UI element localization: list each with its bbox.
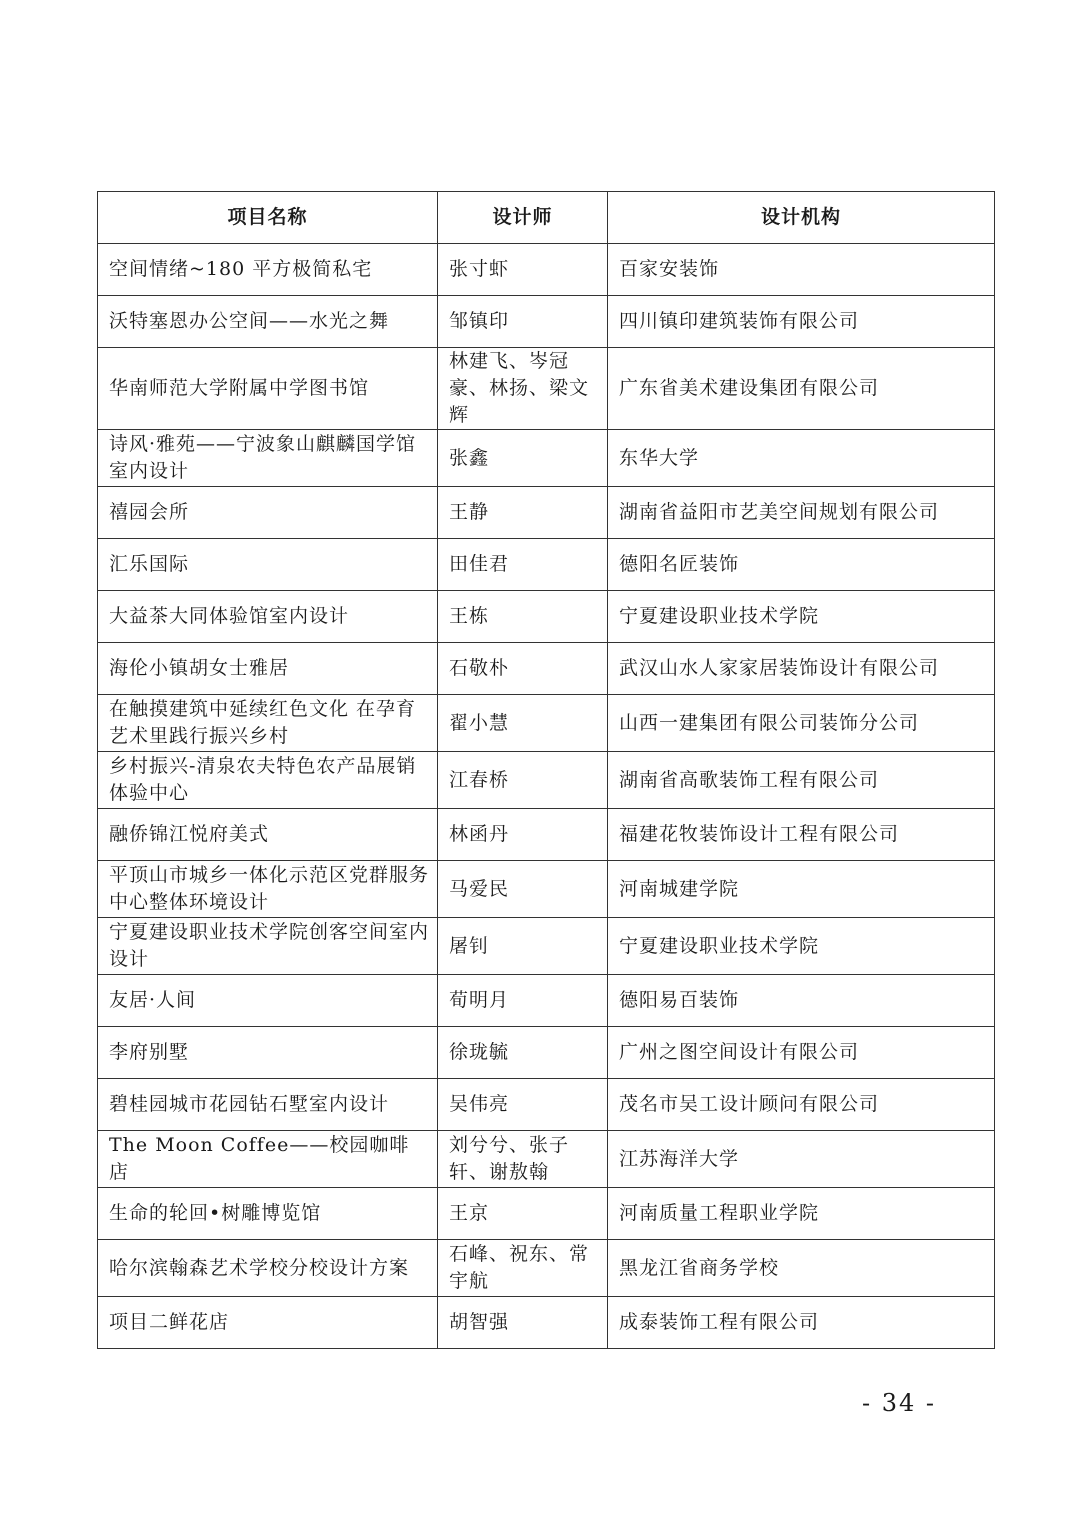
- designer-cell: 翟小慧: [438, 695, 608, 752]
- project-name-cell: 大益茶大同体验馆室内设计: [98, 591, 438, 643]
- project-name-cell: 碧桂园城市花园钻石墅室内设计: [98, 1079, 438, 1131]
- designer-cell: 张鑫: [438, 430, 608, 487]
- project-name-cell: 诗风·雅苑——宁波象山麒麟国学馆室内设计: [98, 430, 438, 487]
- project-name-cell: 海伦小镇胡女士雅居: [98, 643, 438, 695]
- designer-cell: 荀明月: [438, 975, 608, 1027]
- project-name-cell: 禧园会所: [98, 487, 438, 539]
- table-row: [98, 1027, 995, 1079]
- organization-cell: 河南城建学院: [608, 861, 995, 918]
- project-name-cell: 生命的轮回•树雕博览馆: [98, 1188, 438, 1240]
- designer-cell: 江春桥: [438, 752, 608, 809]
- table-row: [98, 643, 995, 695]
- designer-cell: 林函丹: [438, 809, 608, 861]
- table-row: [98, 244, 995, 296]
- page-number: - 34 -: [862, 1389, 937, 1417]
- project-name-cell: 宁夏建设职业技术学院创客空间室内设计: [98, 918, 438, 975]
- table-row: [98, 487, 995, 539]
- organization-cell: 宁夏建设职业技术学院: [608, 918, 995, 975]
- organization-cell: 四川镇印建筑装饰有限公司: [608, 296, 995, 348]
- project-name-cell: 沃特塞恩办公空间——水光之舞: [98, 296, 438, 348]
- project-name-cell: 空间情绪~180 平方极简私宅: [98, 244, 438, 296]
- header-project-name: 项目名称: [98, 192, 438, 244]
- project-name-cell: 在触摸建筑中延续红色文化 在孕育艺术里践行振兴乡村: [98, 695, 438, 752]
- designer-cell: 石峰、祝东、常宇航: [438, 1240, 608, 1297]
- designer-cell: 屠钊: [438, 918, 608, 975]
- organization-cell: 江苏海洋大学: [608, 1131, 995, 1188]
- table-row: [98, 1240, 995, 1297]
- organization-cell: 湖南省益阳市艺美空间规划有限公司: [608, 487, 995, 539]
- project-name-cell: 哈尔滨翰森艺术学校分校设计方案: [98, 1240, 438, 1297]
- designer-cell: 石敬朴: [438, 643, 608, 695]
- table-row: [98, 1131, 995, 1188]
- project-name-cell: The Moon Coffee——校园咖啡店: [98, 1131, 438, 1188]
- table-row: [98, 918, 995, 975]
- designer-cell: 田佳君: [438, 539, 608, 591]
- designer-cell: 王静: [438, 487, 608, 539]
- designer-cell: 张寸虾: [438, 244, 608, 296]
- organization-cell: 宁夏建设职业技术学院: [608, 591, 995, 643]
- project-name-cell: 乡村振兴-清泉农夫特色农产品展销体验中心: [98, 752, 438, 809]
- designer-cell: 吴伟亮: [438, 1079, 608, 1131]
- organization-cell: 德阳名匠装饰: [608, 539, 995, 591]
- table-row: [98, 591, 995, 643]
- designer-cell: 马爱民: [438, 861, 608, 918]
- organization-cell: 德阳易百装饰: [608, 975, 995, 1027]
- table-row: [98, 752, 995, 809]
- organization-cell: 山西一建集团有限公司装饰分公司: [608, 695, 995, 752]
- designer-cell: 王栋: [438, 591, 608, 643]
- organization-cell: 河南质量工程职业学院: [608, 1188, 995, 1240]
- project-name-cell: 项目二鲜花店: [98, 1297, 438, 1349]
- table-row: [98, 1079, 995, 1131]
- project-name-cell: 融侨锦江悦府美式: [98, 809, 438, 861]
- organization-cell: 武汉山水人家家居装饰设计有限公司: [608, 643, 995, 695]
- designer-cell: 刘兮兮、张子轩、谢敖翰: [438, 1131, 608, 1188]
- table-row: [98, 296, 995, 348]
- table-row: [98, 1297, 995, 1349]
- designer-cell: 王京: [438, 1188, 608, 1240]
- project-name-cell: 华南师范大学附属中学图书馆: [98, 348, 438, 430]
- project-name-cell: 汇乐国际: [98, 539, 438, 591]
- table-row: [98, 861, 995, 918]
- project-name-cell: 平顶山市城乡一体化示范区党群服务中心整体环境设计: [98, 861, 438, 918]
- organization-cell: 黑龙江省商务学校: [608, 1240, 995, 1297]
- designer-cell: 邹镇印: [438, 296, 608, 348]
- organization-cell: 茂名市吴工设计顾问有限公司: [608, 1079, 995, 1131]
- table-row: [98, 975, 995, 1027]
- organization-cell: 湖南省高歌装饰工程有限公司: [608, 752, 995, 809]
- header-organization: 设计机构: [608, 192, 995, 244]
- designer-cell: 胡智强: [438, 1297, 608, 1349]
- table-row: [98, 348, 995, 430]
- organization-cell: 百家安装饰: [608, 244, 995, 296]
- table-row: [98, 430, 995, 487]
- designer-cell: 徐珑毓: [438, 1027, 608, 1079]
- table-row: [98, 539, 995, 591]
- table-header-row: [98, 192, 995, 244]
- table-row: [98, 1188, 995, 1240]
- project-name-cell: 李府别墅: [98, 1027, 438, 1079]
- organization-cell: 广州之图空间设计有限公司: [608, 1027, 995, 1079]
- organization-cell: 成泰装饰工程有限公司: [608, 1297, 995, 1349]
- table-row: [98, 695, 995, 752]
- organization-cell: 东华大学: [608, 430, 995, 487]
- project-name-cell: 友居·人间: [98, 975, 438, 1027]
- organization-cell: 广东省美术建设集团有限公司: [608, 348, 995, 430]
- organization-cell: 福建花牧装饰设计工程有限公司: [608, 809, 995, 861]
- designer-cell: 林建飞、岑冠豪、林扬、梁文辉: [438, 348, 608, 430]
- header-designer: 设计师: [438, 192, 608, 244]
- awards-table: [97, 191, 995, 1349]
- table-row: [98, 809, 995, 861]
